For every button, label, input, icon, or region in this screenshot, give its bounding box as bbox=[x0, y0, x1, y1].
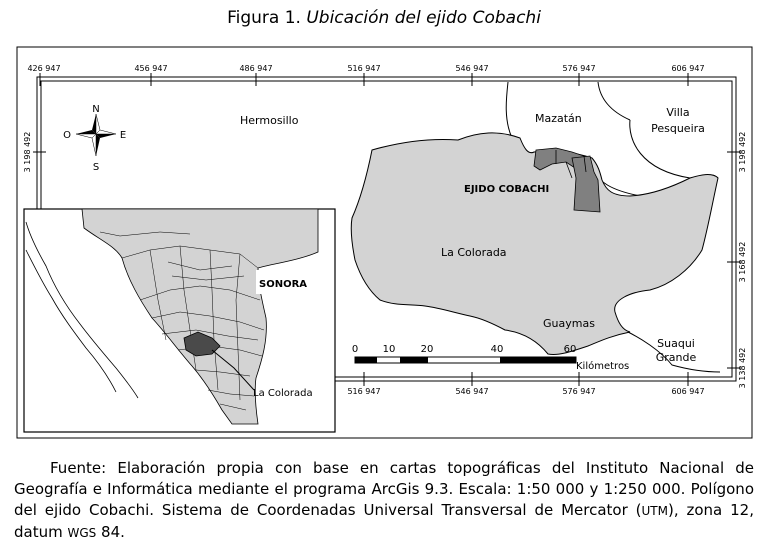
label-la-colorada: La Colorada bbox=[441, 246, 507, 259]
label-villa-pesqueira-2: Pesqueira bbox=[651, 122, 705, 135]
top-tick-label: 576 947 bbox=[562, 64, 596, 73]
scale-tick-label: 60 bbox=[563, 344, 577, 355]
figure-title-italic: Ubicación del ejido Cobachi bbox=[306, 8, 541, 28]
left-tick-label: 3 198 492 bbox=[23, 131, 32, 173]
caption-text-1: Fuente: Elaboración propia con base en cartas topográficas del Instituto Nacional de Geografía e Informática mediante el programa ArcGis 9.3. Escala: 1:50 000 y 1:250 000. Polígono del ejido Cobachi. Sistema de Coordenadas Universal Transversal de Mercator ( bbox=[14, 459, 754, 519]
figure-caption bbox=[14, 458, 754, 544]
caption-wgs: WGS bbox=[67, 526, 97, 540]
scale-tick-label: 10 bbox=[382, 344, 396, 355]
top-tick-label: 456 947 bbox=[134, 64, 168, 73]
bottom-tick-label: 606 947 bbox=[671, 387, 705, 396]
right-tick-label: 3 138 492 bbox=[738, 347, 747, 389]
bottom-tick-label: 516 947 bbox=[347, 387, 381, 396]
bottom-tick-label: 576 947 bbox=[562, 387, 596, 396]
label-ejido-cobachi: EJIDO COBACHI bbox=[464, 184, 550, 195]
label-villa-pesqueira-1: Villa bbox=[666, 106, 690, 119]
right-tick-label: 3 168 492 bbox=[738, 241, 747, 283]
top-tick-label: 426 947 bbox=[27, 64, 61, 73]
caption-text-2: ), zona 12, datum bbox=[14, 501, 754, 541]
top-tick-label: 486 947 bbox=[239, 64, 273, 73]
label-guaymas: Guaymas bbox=[543, 317, 595, 330]
compass-rose-icon bbox=[76, 114, 116, 156]
label-mazatan: Mazatán bbox=[535, 112, 582, 125]
compass-north: N bbox=[92, 104, 100, 115]
scale-tick-label: 0 bbox=[351, 344, 359, 355]
top-tick-label: 606 947 bbox=[671, 64, 705, 73]
scale-tick-label: 40 bbox=[490, 344, 504, 355]
scale-bar bbox=[355, 357, 576, 363]
caption-utm: UTM bbox=[641, 504, 668, 518]
top-tick-label: 546 947 bbox=[455, 64, 489, 73]
label-hermosillo: Hermosillo bbox=[240, 114, 299, 127]
compass-south: S bbox=[92, 162, 100, 173]
scale-tick-label: 20 bbox=[420, 344, 434, 355]
top-tick-label: 516 947 bbox=[347, 64, 381, 73]
compass-west: O bbox=[63, 130, 71, 141]
figure-title-prefix: Figura 1. bbox=[227, 8, 301, 28]
caption-text-3: 84. bbox=[96, 523, 125, 541]
label-suaqui-grande-1: Suaqui bbox=[657, 337, 695, 350]
right-tick-label: 3 198 492 bbox=[738, 131, 747, 173]
scale-unit: Kilómetros bbox=[576, 361, 630, 372]
inset-label-la-colorada: La Colorada bbox=[253, 388, 313, 399]
bottom-tick-label: 546 947 bbox=[455, 387, 489, 396]
inset-label-sonora: SONORA bbox=[259, 279, 308, 290]
top-ticks bbox=[40, 73, 688, 86]
label-suaqui-grande-2: Grande bbox=[655, 351, 697, 364]
bottom-ticks bbox=[364, 372, 688, 386]
compass-east: E bbox=[119, 130, 127, 141]
